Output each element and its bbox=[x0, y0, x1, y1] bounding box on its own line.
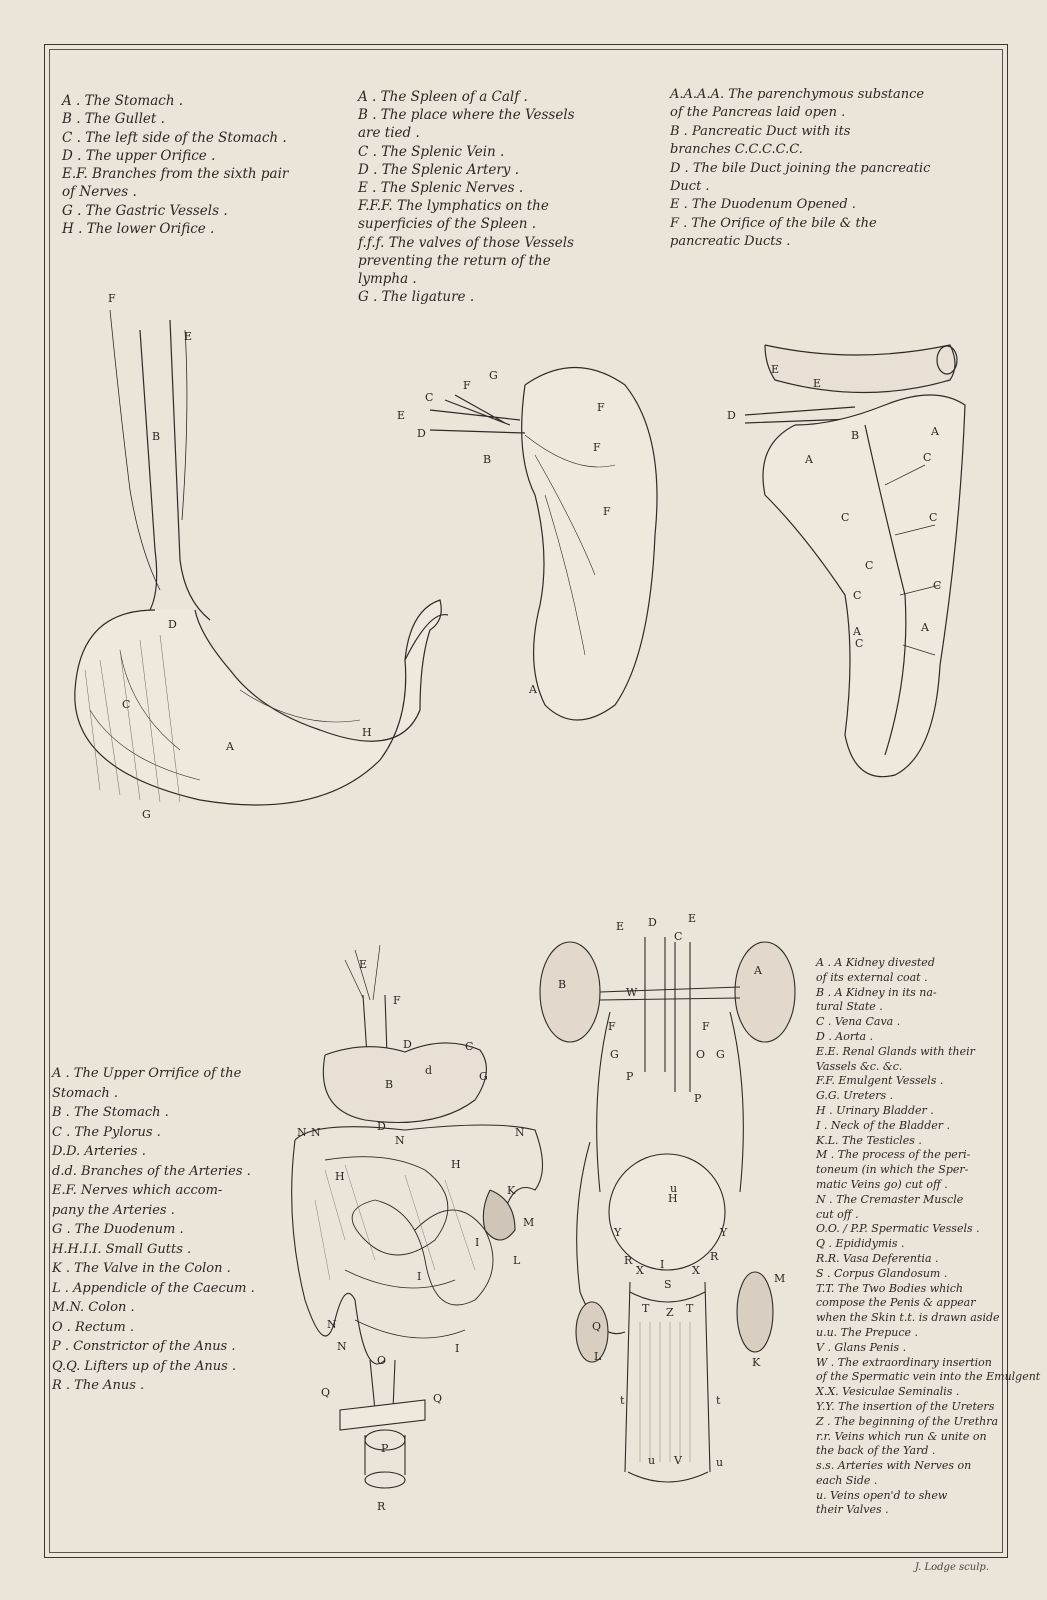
intestines-letter-22: N bbox=[337, 1340, 347, 1353]
pancreas-letter-3: D bbox=[727, 409, 736, 422]
uro-letter-5: B bbox=[558, 978, 567, 991]
legend-urogenital-line: W . The extraordinary insertion bbox=[816, 1355, 992, 1369]
uro-letter-27: T bbox=[686, 1302, 694, 1315]
legend-pancreas-line: B . Pancreatic Duct with its bbox=[670, 123, 851, 139]
pancreas-letter-1: E bbox=[771, 363, 780, 376]
spleen-letter-9: F bbox=[603, 505, 611, 518]
legend-pancreas-line: pancreatic Ducts . bbox=[670, 234, 791, 250]
legend-spleen-line: preventing the return of the bbox=[358, 252, 551, 269]
figure-spleen bbox=[395, 355, 675, 735]
legend-urogenital-line: of its external coat . bbox=[816, 970, 928, 984]
spleen-letter-4: E bbox=[397, 409, 406, 422]
legend-urogenital-line: the back of the Yard . bbox=[816, 1444, 936, 1458]
legend-stomach-line: D . The upper Orifice . bbox=[62, 147, 216, 164]
pancreas-letter-2: E bbox=[813, 377, 822, 390]
legend-urogenital-line: s.s. Arteries with Nerves on bbox=[816, 1459, 972, 1473]
intestines-letter-15: K bbox=[507, 1184, 516, 1197]
legend-intestines-line: R . The Anus . bbox=[52, 1378, 145, 1393]
legend-urogenital-line: M . The process of the peri- bbox=[816, 1148, 971, 1162]
uro-letter-7: W bbox=[626, 986, 638, 999]
pancreas-letter-8: C bbox=[841, 511, 850, 524]
legend-spleen-line: B . The place where the Vessels bbox=[358, 107, 575, 124]
pancreas-letter-4: B bbox=[851, 429, 860, 442]
legend-urogenital-line: K.L. The Testicles . bbox=[816, 1133, 922, 1147]
legend-pancreas-line: E . The Duodenum Opened . bbox=[670, 197, 856, 213]
legend-urogenital-line: Y.Y. The insertion of the Ureters bbox=[816, 1399, 995, 1413]
uro-letter-4: C bbox=[674, 930, 683, 943]
legend-urogenital-line: compose the Penis & appear bbox=[816, 1296, 976, 1310]
uro-letter-6: A bbox=[754, 964, 762, 977]
legend-spleen-line: G . The ligature . bbox=[358, 289, 475, 306]
uro-letter-23: X bbox=[692, 1264, 700, 1277]
legend-intestines bbox=[52, 1064, 255, 1396]
intestines-letter-6: d bbox=[425, 1064, 433, 1077]
legend-urogenital-line: S . Corpus Glandosum . bbox=[816, 1266, 948, 1280]
legend-intestines-line: M.N. Colon . bbox=[52, 1300, 135, 1315]
spleen-letter-10: A bbox=[529, 683, 537, 696]
stomach-letter-7: H bbox=[362, 726, 372, 739]
spleen-letter-7: F bbox=[597, 401, 605, 414]
legend-intestines-line: pany the Arteries . bbox=[52, 1202, 175, 1218]
uro-letter-14: P bbox=[694, 1092, 702, 1105]
legend-pancreas-line: F . The Orifice of the bile & the bbox=[670, 215, 877, 231]
uro-letter-1: E bbox=[616, 920, 625, 933]
legend-urogenital-line: u.u. The Prepuce . bbox=[816, 1325, 919, 1339]
pancreas-letter-10: C bbox=[865, 559, 874, 572]
legend-urogenital-line: E.E. Renal Glands with their bbox=[816, 1044, 975, 1058]
stomach-letter-4: D bbox=[168, 618, 177, 631]
uro-letter-34: u bbox=[716, 1456, 724, 1469]
legend-pancreas bbox=[670, 86, 930, 252]
legend-stomach-line: B . The Gullet . bbox=[62, 111, 165, 128]
intestines-letter-21: N bbox=[327, 1318, 337, 1331]
uro-letter-28: M bbox=[774, 1272, 786, 1285]
legend-intestines-line: O . Rectum . bbox=[52, 1319, 135, 1335]
engraver-signature: J. Lodge sculp. bbox=[914, 1562, 989, 1573]
intestines-letter-3: D bbox=[403, 1038, 412, 1051]
stomach-letter-3: B bbox=[152, 430, 161, 443]
legend-urogenital-line: V . Glans Penis . bbox=[816, 1340, 907, 1354]
legend-urogenital-line: cut off . bbox=[816, 1207, 859, 1221]
legend-urogenital bbox=[816, 956, 1040, 1518]
legend-spleen-line: F.F.F. The lymphatics on the bbox=[358, 198, 549, 215]
stomach-letter-8: G bbox=[142, 808, 151, 821]
legend-urogenital-line: Z . The beginning of the Urethra bbox=[816, 1414, 999, 1428]
legend-urogenital-line: A . A Kidney divested bbox=[816, 956, 935, 969]
uro-letter-36: u bbox=[648, 1454, 656, 1467]
spleen-letter-3: G bbox=[489, 369, 498, 382]
legend-intestines-line: d.d. Branches of the Arteries . bbox=[52, 1163, 251, 1179]
legend-urogenital-line: toneum (in which the Sper- bbox=[816, 1163, 969, 1177]
legend-urogenital-line: F.F. Emulgent Vessels . bbox=[816, 1074, 944, 1088]
intestines-letter-9: N bbox=[311, 1126, 321, 1139]
intestines-letter-11: N bbox=[395, 1134, 405, 1147]
uro-letter-13: P bbox=[626, 1070, 634, 1083]
pancreas-letter-5: A bbox=[805, 453, 813, 466]
legend-stomach-line: E.F. Branches from the sixth pair bbox=[62, 166, 289, 183]
legend-urogenital-line: G.G. Ureters . bbox=[816, 1089, 894, 1103]
uro-letter-29: Q bbox=[592, 1320, 602, 1333]
legend-intestines-line: E.F. Nerves which accom- bbox=[52, 1183, 223, 1198]
uro-letter-17: Y bbox=[614, 1226, 622, 1239]
pancreas-letter-9: C bbox=[929, 511, 938, 524]
intestines-letter-24: Q bbox=[321, 1386, 331, 1399]
intestines-letter-4: C bbox=[465, 1040, 474, 1053]
legend-urogenital-line: of the Spermatic vein into the Emulgent bbox=[816, 1370, 1041, 1384]
uro-letter-8: F bbox=[608, 1020, 616, 1033]
spleen-letter-6: B bbox=[483, 453, 492, 466]
uro-letter-2: D bbox=[648, 916, 657, 929]
uro-letter-9: F bbox=[702, 1020, 710, 1033]
intestines-letter-16: M bbox=[523, 1216, 535, 1229]
legend-spleen-line: D . The Splenic Artery . bbox=[358, 161, 520, 178]
legend-intestines-line: C . The Pylorus . bbox=[52, 1124, 161, 1140]
uro-letter-12: G bbox=[716, 1048, 725, 1061]
legend-urogenital-line: D . Aorta . bbox=[816, 1029, 874, 1043]
legend-pancreas-line: of the Pancreas laid open . bbox=[670, 105, 846, 121]
legend-spleen-line: E . The Splenic Nerves . bbox=[358, 180, 524, 197]
pancreas-letter-14: A bbox=[921, 621, 929, 634]
intestines-letter-1: E bbox=[359, 958, 368, 971]
figure-urogenital bbox=[530, 912, 820, 1512]
legend-intestines-line: K . The Valve in the Colon . bbox=[52, 1261, 231, 1276]
legend-spleen-line: A . The Spleen of a Calf . bbox=[358, 89, 528, 105]
legend-spleen-line: lympha . bbox=[358, 271, 417, 288]
legend-urogenital-line: each Side . bbox=[816, 1473, 878, 1487]
uro-letter-16: H bbox=[668, 1192, 678, 1205]
legend-intestines-line: B . The Stomach . bbox=[52, 1105, 169, 1120]
legend-spleen bbox=[358, 88, 575, 306]
intestines-letter-8: N bbox=[297, 1126, 307, 1139]
legend-urogenital-line: H . Urinary Bladder . bbox=[816, 1103, 934, 1117]
legend-spleen-line: C . The Splenic Vein . bbox=[358, 143, 505, 160]
legend-stomach-line: of Nerves . bbox=[62, 184, 137, 201]
pancreas-letter-12: C bbox=[853, 589, 862, 602]
pancreas-letter-13: A bbox=[853, 625, 861, 638]
pancreas-letter-6: A bbox=[931, 425, 939, 438]
uro-letter-19: R bbox=[624, 1254, 633, 1267]
intestines-letter-18: I bbox=[475, 1236, 480, 1249]
legend-urogenital-line: R.R. Vasa Deferentia . bbox=[816, 1251, 939, 1265]
legend-intestines-line: P . Constrictor of the Anus . bbox=[52, 1339, 236, 1354]
stomach-letter-5: C bbox=[122, 698, 131, 711]
legend-urogenital-line: Vassels &c. &c. bbox=[816, 1059, 903, 1073]
spleen-letter-5: D bbox=[417, 427, 426, 440]
stomach-letter-6: A bbox=[226, 740, 234, 753]
legend-pancreas-line: A.A.A.A. The parenchymous substance bbox=[670, 87, 925, 102]
uro-letter-32: t bbox=[620, 1394, 625, 1407]
legend-stomach-line: G . The Gastric Vessels . bbox=[62, 202, 228, 219]
uro-letter-21: I bbox=[660, 1258, 665, 1271]
intestines-letter-17: L bbox=[513, 1254, 521, 1267]
legend-urogenital-line: Q . Epididymis . bbox=[816, 1237, 905, 1251]
legend-intestines-line: L . Appendicle of the Caecum . bbox=[52, 1280, 255, 1296]
legend-urogenital-line: their Valves . bbox=[816, 1503, 889, 1517]
legend-stomach-line: H . The lower Orifice . bbox=[62, 221, 215, 238]
pancreas-letter-15: C bbox=[855, 637, 864, 650]
stomach-letter-2: E bbox=[184, 330, 193, 343]
intestines-letter-5: B bbox=[385, 1078, 394, 1091]
intestines-letter-7: G bbox=[479, 1070, 488, 1083]
legend-urogenital-line: T.T. The Two Bodies which bbox=[816, 1281, 964, 1295]
spleen-letter-1: C bbox=[425, 391, 434, 404]
legend-intestines-line: H.H.I.I. Small Gutts . bbox=[52, 1241, 192, 1257]
intestines-letter-14: H bbox=[451, 1158, 461, 1171]
intestines-letter-12: N bbox=[515, 1126, 525, 1139]
intestines-letter-26: P bbox=[381, 1442, 389, 1455]
intestines-letter-27: R bbox=[377, 1500, 386, 1513]
intestines-letter-19: I bbox=[417, 1270, 422, 1283]
spleen-letter-8: F bbox=[593, 441, 601, 454]
legend-urogenital-line: u. Veins open'd to shew bbox=[816, 1488, 948, 1502]
uro-letter-31: K bbox=[752, 1356, 761, 1369]
legend-spleen-line: are tied . bbox=[358, 125, 420, 142]
uro-letter-25: Z bbox=[666, 1306, 674, 1319]
legend-urogenital-line: I . Neck of the Bladder . bbox=[816, 1118, 950, 1132]
uro-letter-30: L bbox=[594, 1350, 602, 1363]
intestines-letter-10: D bbox=[377, 1120, 386, 1133]
legend-stomach-line: A . The Stomach . bbox=[62, 93, 184, 109]
legend-urogenital-line: O.O. / P.P. Spermatic Vessels . bbox=[816, 1222, 980, 1236]
intestines-letter-2: F bbox=[393, 994, 401, 1007]
uro-letter-15: u bbox=[670, 1182, 678, 1195]
uro-letter-10: O bbox=[696, 1048, 706, 1061]
intestines-letter-20: I bbox=[455, 1342, 460, 1355]
legend-urogenital-line: r.r. Veins which run & unite on bbox=[816, 1429, 987, 1443]
figure-pancreas bbox=[727, 335, 995, 795]
pancreas-letter-11: C bbox=[933, 579, 942, 592]
legend-pancreas-line: D . The bile Duct joining the pancreatic bbox=[670, 160, 931, 176]
pancreas-letter-7: C bbox=[923, 451, 932, 464]
intestines-letter-23: O bbox=[377, 1354, 387, 1367]
uro-letter-3: E bbox=[688, 912, 697, 925]
intestines-letter-25: Q bbox=[433, 1392, 443, 1405]
uro-letter-35: V bbox=[674, 1454, 682, 1467]
spleen-letter-2: F bbox=[463, 379, 471, 392]
legend-urogenital-line: X.X. Vesiculae Seminalis . bbox=[816, 1385, 960, 1399]
figure-intestines bbox=[285, 940, 555, 1520]
legend-urogenital-line: when the Skin t.t. is drawn aside bbox=[816, 1311, 1000, 1325]
legend-urogenital-line: N . The Cremaster Muscle bbox=[816, 1192, 964, 1206]
legend-pancreas-line: Duct . bbox=[670, 179, 710, 195]
legend-intestines-line: A . The Upper Orrifice of the bbox=[52, 1066, 242, 1081]
uro-letter-20: R bbox=[710, 1250, 719, 1263]
legend-intestines-line: D.D. Arteries . bbox=[52, 1144, 146, 1159]
uro-letter-33: t bbox=[716, 1394, 721, 1407]
legend-stomach-line: C . The left side of the Stomach . bbox=[62, 129, 287, 146]
uro-letter-26: T bbox=[642, 1302, 650, 1315]
uro-letter-22: X bbox=[636, 1264, 644, 1277]
uro-letter-18: Y bbox=[720, 1226, 728, 1239]
legend-urogenital-line: tural State . bbox=[816, 1000, 883, 1014]
legend-spleen-line: f.f.f. The valves of those Vessels bbox=[358, 234, 574, 251]
stomach-letter-1: F bbox=[108, 292, 116, 305]
legend-pancreas-line: branches C.C.C.C.C. bbox=[670, 142, 803, 158]
uro-letter-11: G bbox=[610, 1048, 619, 1061]
legend-spleen-line: superficies of the Spleen . bbox=[358, 216, 537, 233]
legend-stomach bbox=[62, 92, 288, 238]
intestines-letter-13: H bbox=[335, 1170, 345, 1183]
uro-letter-24: S bbox=[664, 1278, 672, 1291]
legend-intestines-line: Stomach . bbox=[52, 1085, 118, 1101]
legend-intestines-line: Q.Q. Lifters up of the Anus . bbox=[52, 1358, 237, 1374]
legend-urogenital-line: B . A Kidney in its na- bbox=[816, 985, 937, 999]
legend-intestines-line: G . The Duodenum . bbox=[52, 1222, 184, 1237]
legend-urogenital-line: C . Vena Cava . bbox=[816, 1015, 901, 1029]
legend-urogenital-line: matic Veins go) cut off . bbox=[816, 1177, 948, 1191]
